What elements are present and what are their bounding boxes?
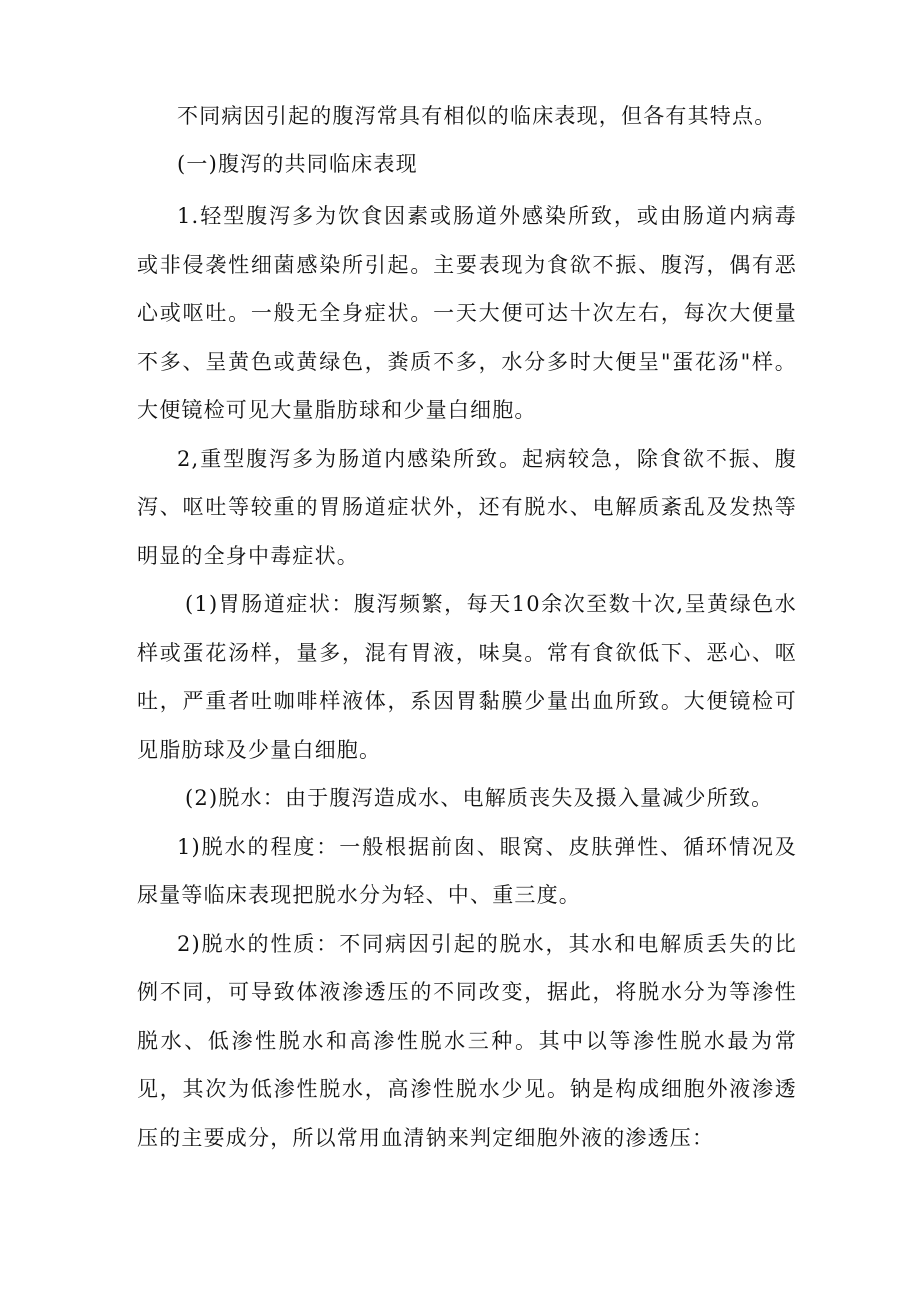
paragraph-dehydration: (2)脱水：由于腹泻造成水、电解质丧失及摄入量减少所致。 <box>185 786 774 810</box>
paragraph-dehydration-degree: 1)脱水的程度：一般根据前囱、眼窝、皮肤弹性、循环情况及尿量等临床表现把脱水分为轻、中、重三度。 <box>137 834 797 907</box>
paragraph-mild-diarrhea: 1.轻型腹泻多为饮食因素或肠道外感染所致，或由肠道内病毒或非侵袭性细菌感染所引起。主要表现为食欲不振、腹泻，偶有恶心或呕吐。一般无全身症状。一天大便可达十次左右，每次大便量不多、呈黄色或黄绿色，粪质不多，水分多时大便呈"蛋花汤"样。大便镜检可见大量脂肪球和少量白细胞。 <box>137 204 797 422</box>
paragraph-intro: 不同病因引起的腹泻常具有相似的临床表现，但各有其特点。 <box>177 104 777 128</box>
document-body <box>137 96 797 1162</box>
paragraph-gi-symptoms: (1)胃肠道症状：腹泻频繁，每天10余次至数十次,呈黄绿色水样或蛋花汤样，量多，混有胃液，味臭。常有食欲低下、恶心、呕吐，严重者吐咖啡样液体，系因胃黏膜少量出血所致。大便镜检可见脂肪球及少量白细胞。 <box>137 592 797 762</box>
paragraph-severe-diarrhea: 2,重型腹泻多为肠道内感染所致。起病较急，除食欲不振、腹泻、呕吐等较重的胃肠道症状外，还有脱水、电解质紊乱及发热等明显的全身中毒症状。 <box>137 446 797 568</box>
paragraph-dehydration-nature: 2)脱水的性质：不同病因引起的脱水，其水和电解质丢失的比例不同，可导致体液渗透压的不同改变，据此，将脱水分为等渗性脱水、低渗性脱水和高渗性脱水三种。其中以等渗性脱水最为常见，其次为低渗性脱水，高渗性脱水少见。钠是构成细胞外液渗透压的主要成分，所以常用血清钠来判定细胞外液的渗透压： <box>137 931 797 1150</box>
section-heading: (一)腹泻的共同临床表现 <box>177 152 418 176</box>
